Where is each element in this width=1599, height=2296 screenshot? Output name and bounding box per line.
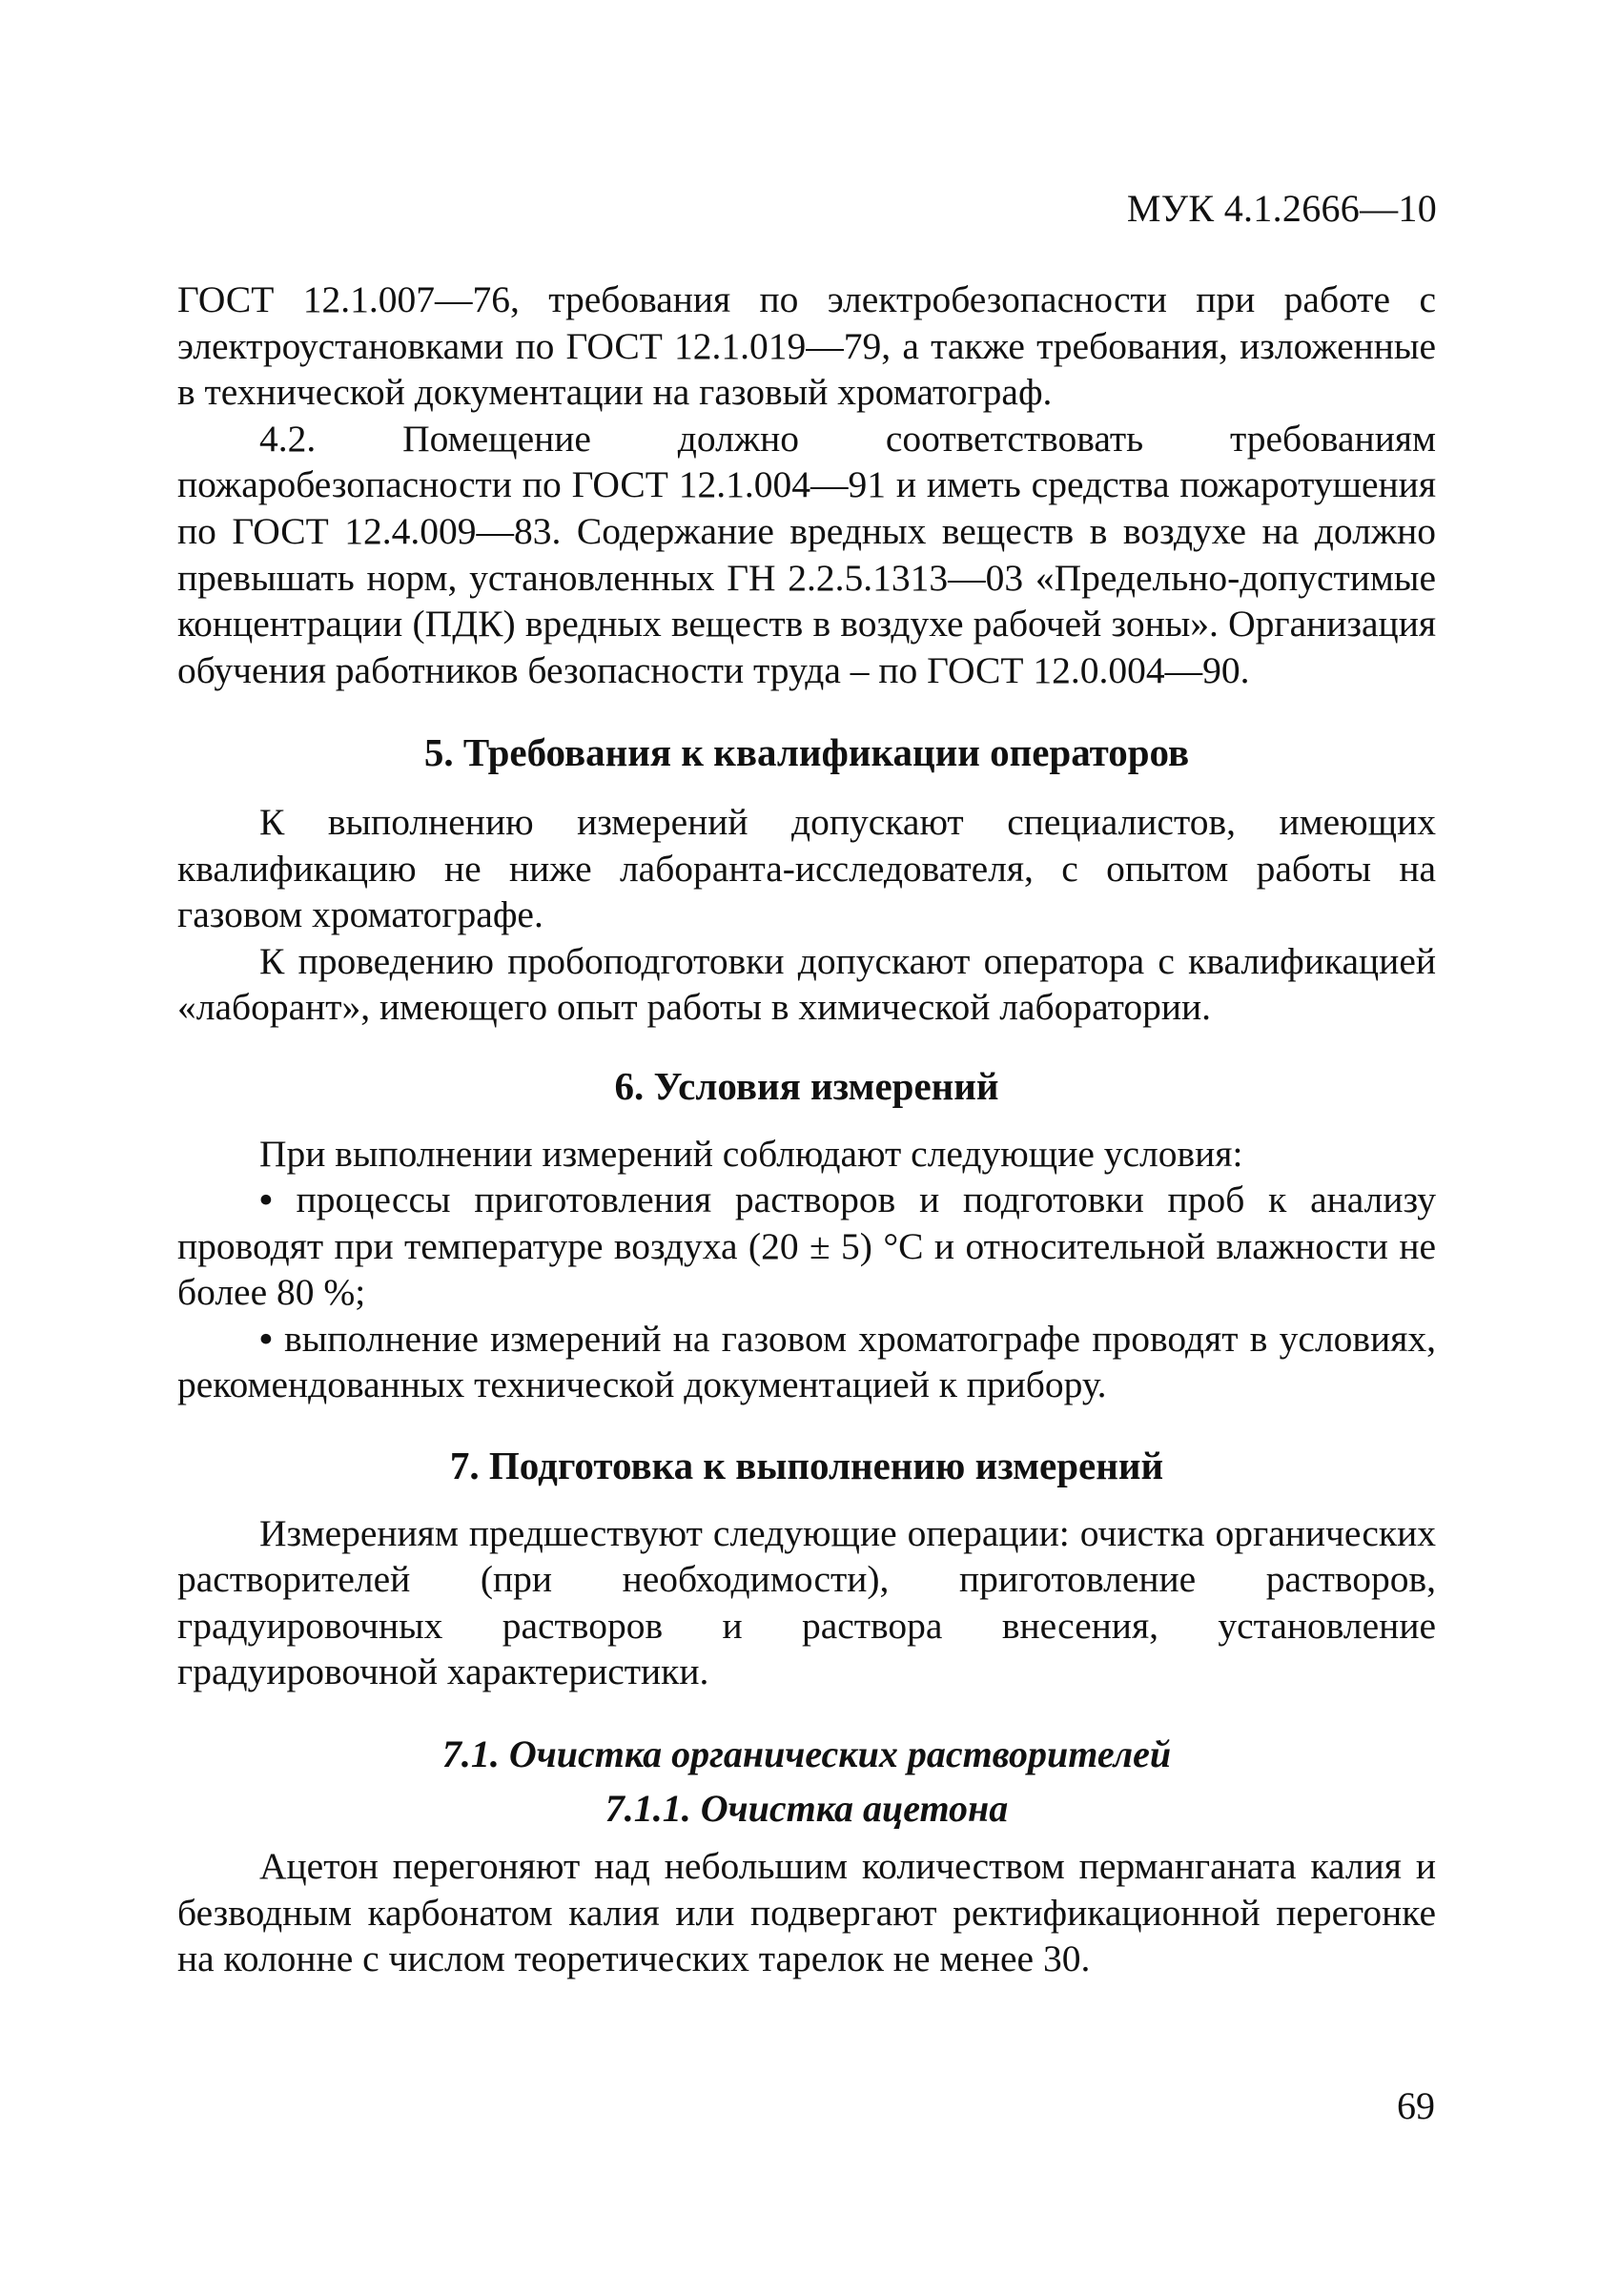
document-code-header: МУК 4.1.2666—10 xyxy=(1126,187,1437,230)
paragraph-6-intro: При выполнении измерений соблюдают следующие условия: xyxy=(259,1132,1243,1175)
paragraph-5-1: К выполнению измерений допускают специалистов, имеющих квалификацию не ниже лаборанта-исследователя, с опытом работы на газовом хроматографе. xyxy=(177,800,1436,936)
section-5-heading: 5. Требования к квалификации операторов xyxy=(423,730,1190,775)
page-number: 69 xyxy=(1397,2084,1435,2127)
page-body xyxy=(177,277,1436,1982)
section-6-heading: 6. Условия измерений xyxy=(614,1063,999,1108)
paragraph-5-2: К проведению пробоподготовки допускают оператора с квалификацией «лаборант», имеющего опыт работы в химической лаборатории. xyxy=(177,939,1436,1029)
bullet-icon: • xyxy=(259,1317,273,1360)
paragraph-7-1-1: Ацетон перегоняют над небольшим количеством перманганата калия и безводным карбонатом калия или подвергают ректификационной перегонке на колонне с числом теоретических тарелок не менее 30. xyxy=(177,1845,1436,1980)
subsection-7-1-heading: 7.1. Очистка органических растворителей xyxy=(441,1732,1172,1776)
paragraph-continued: ГОСТ 12.1.007—76, требования по электробезопасности при работе с электроустановками по ГОСТ 12.1.019—79, а также требования, изложенные в технической документации на газовый хроматограф. xyxy=(177,278,1436,414)
section-7-heading: 7. Подготовка к выполнению измерений xyxy=(449,1444,1164,1488)
paragraph-4-2: 4.2. Помещение должно соответствовать требованиям пожаробезопасности по ГОСТ 12.1.004—91 и иметь средства пожаротушения по ГОСТ 12.4.009—83. Содержание вредных веществ в воздухе на должно превышать норм, установленных ГН 2.2.5.1313—03 «Предельно-допустимые концентрации (ПДК) вредных веществ в воздухе рабочей зоны». Организация обучения работников безопасности труда – по ГОСТ 12.0.004—90. xyxy=(177,417,1436,691)
bullet-item-2-text: выполнение измерений на газовом хроматографе проводят в условиях, рекомендованных технической документацией к прибору. xyxy=(177,1317,1436,1406)
subsection-7-1-1-heading: 7.1.1. Очистка ацетона xyxy=(605,1786,1009,1830)
bullet-icon: • xyxy=(259,1179,273,1221)
paragraph-7-1: Измерениям предшествуют следующие операции: очистка органических растворителей (при необходимости), приготовление растворов, градуировочных растворов и раствора внесения, установление градуировочной характеристики. xyxy=(177,1511,1436,1693)
bullet-item-1-text: процессы приготовления растворов и подготовки проб к анализу проводят при температуре воздуха (20 ± 5) °С и относительной влажности не более 80 %; xyxy=(177,1179,1436,1314)
bullet-item-2 xyxy=(177,1316,1436,1408)
bullet-item-1 xyxy=(177,1177,1436,1316)
